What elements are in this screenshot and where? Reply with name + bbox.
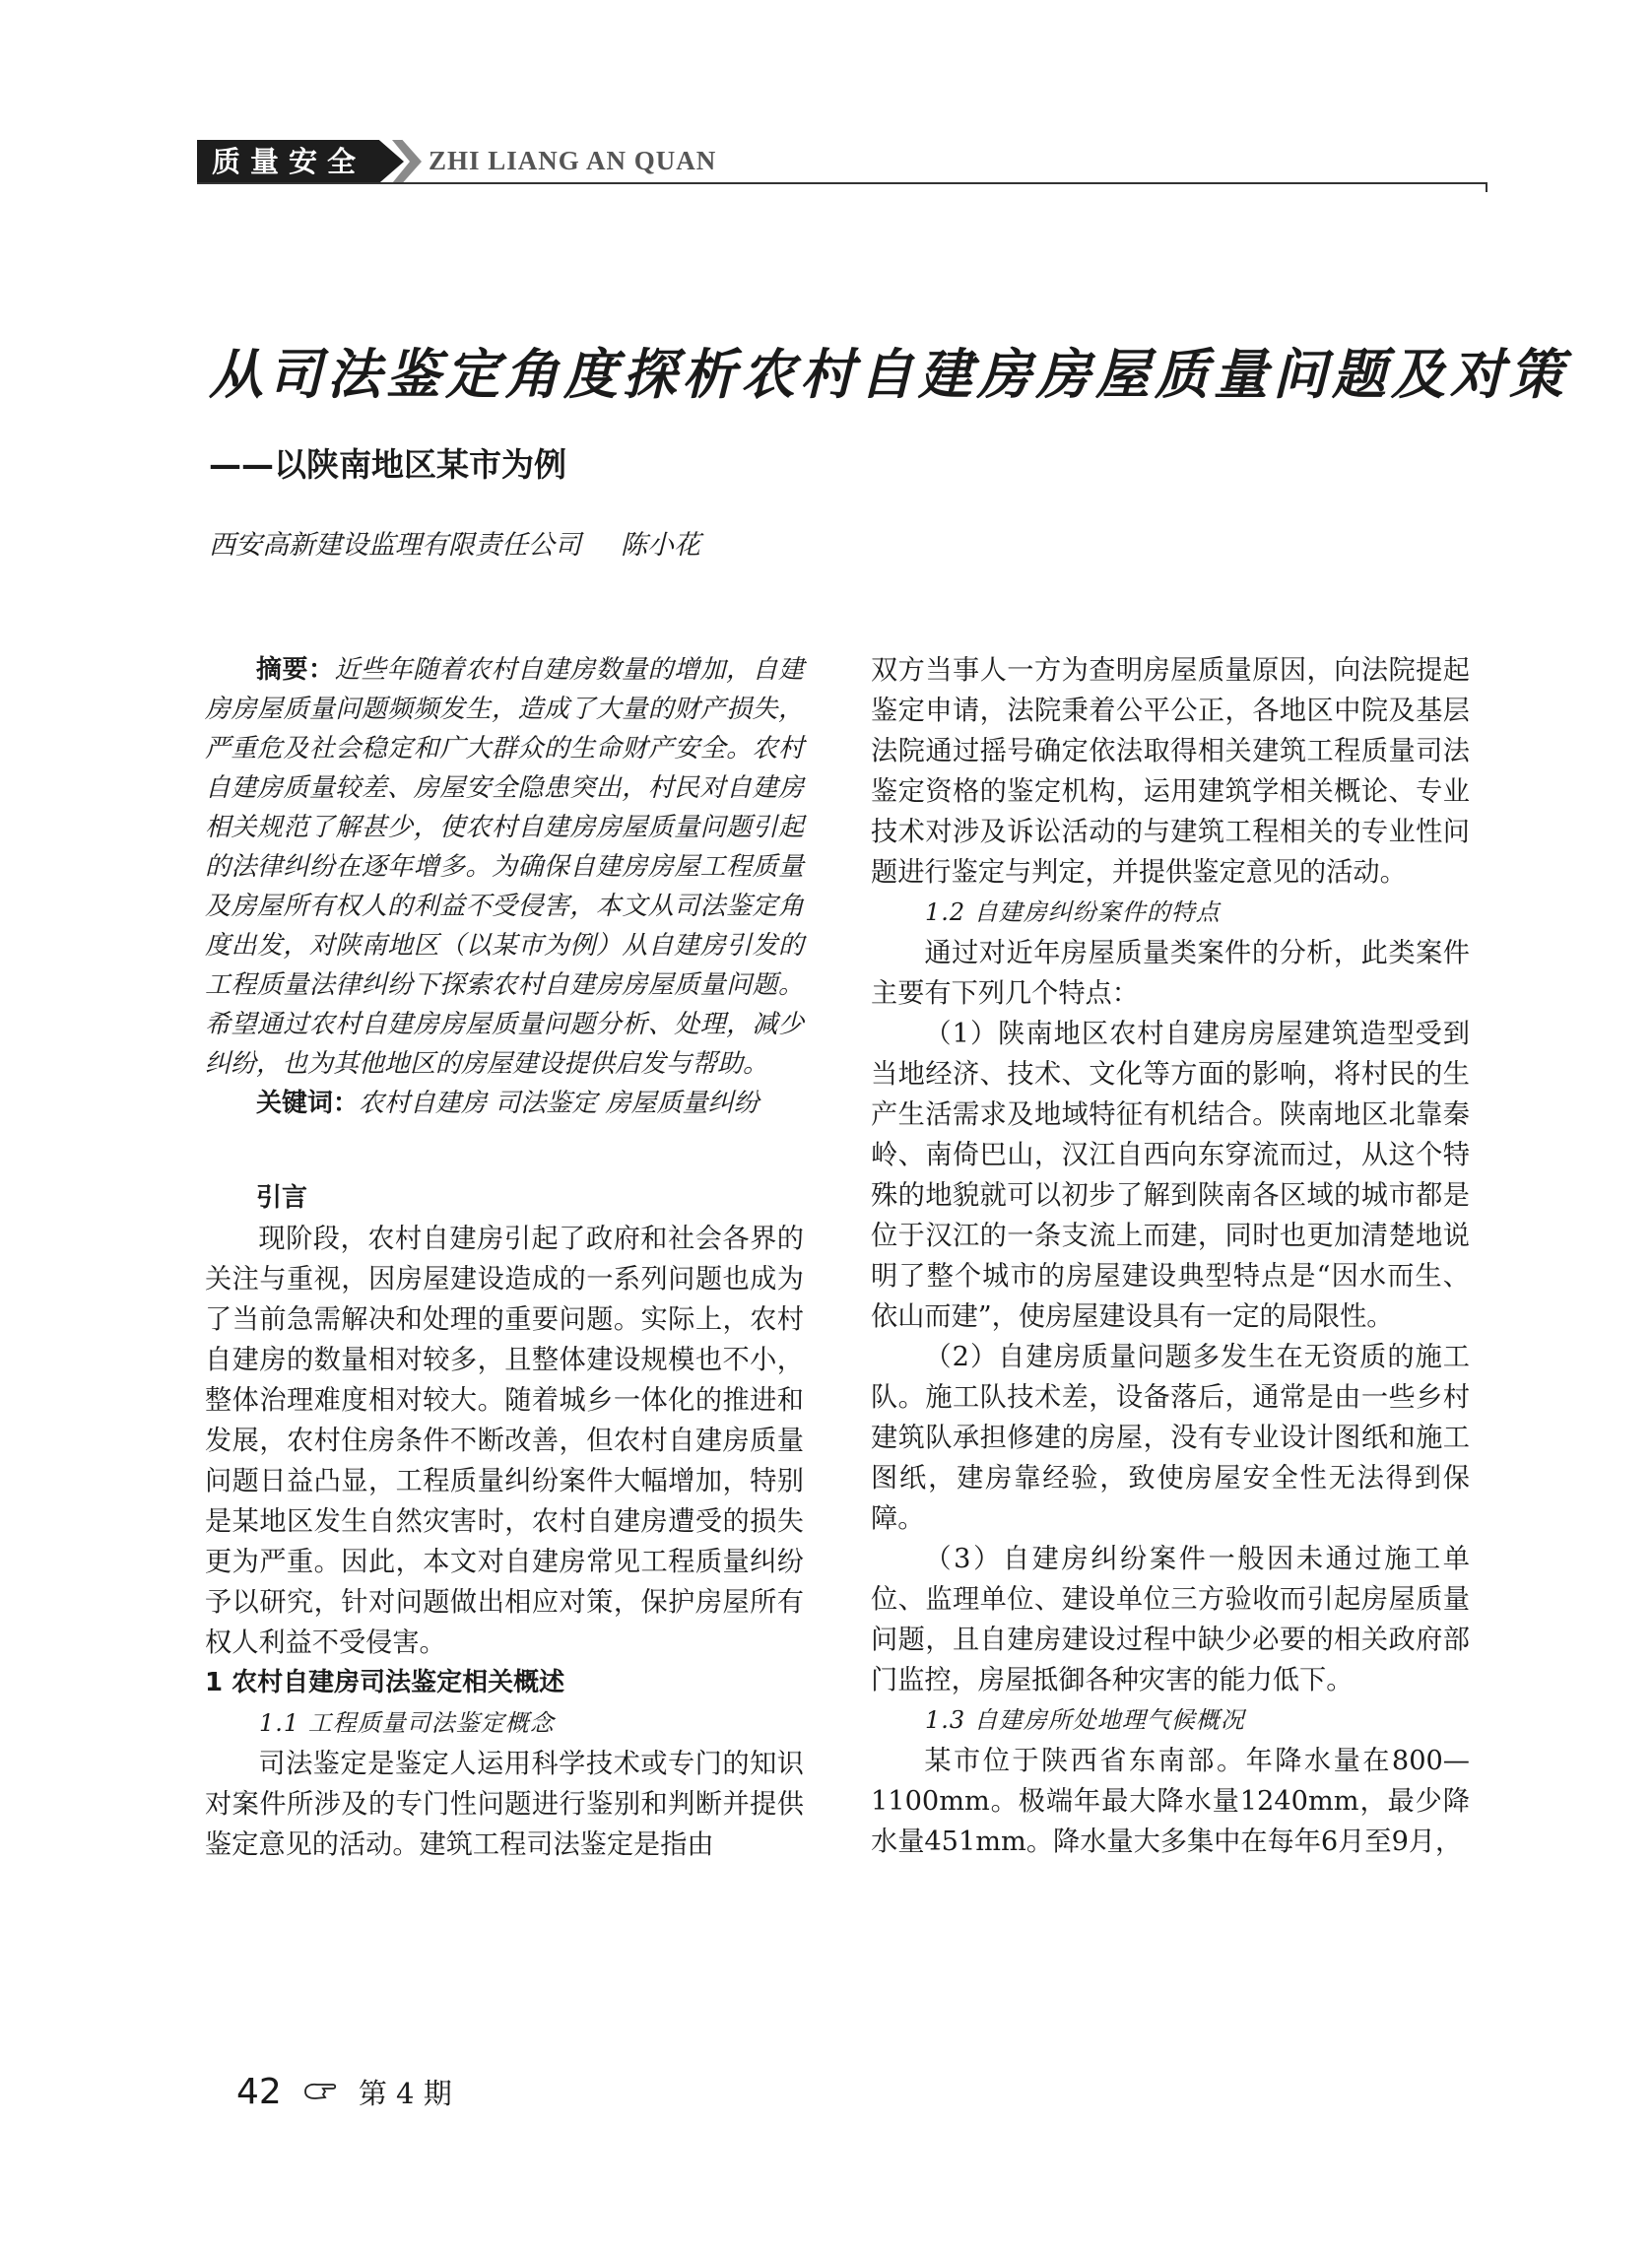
section-pinyin: ZHI LIANG AN QUAN	[429, 146, 717, 175]
intro-paragraph: 现阶段，农村自建房引起了政府和社会各界的关注与重视，因房屋建设造成的一系列问题也成为了当前急需解决和处理的重要问题。实际上，农村自建房的数量相对较多，且整体建设规模也不小，整体治理难度相对较大。随着城乡一体化的推进和发展，农村住房条件不断改善，但农村自建房质量问题日益凸显，工程质量纠纷案件大幅增加，特别是某地区发生自然灾害时，农村自建房遭受的损失更为严重。因此，本文对自建房常见工程质量纠纷予以研究，针对问题做出相应对策，保护房屋所有权人利益不受侵害。	[205, 1224, 804, 1658]
section-1-heading: 1 农村自建房司法鉴定相关概述	[205, 1668, 565, 1697]
keywords	[205, 1084, 804, 1123]
article-subtitle: ——以陕南地区某市为例	[209, 445, 566, 484]
abstract-text: 近些年随着农村自建房数量的增加，自建房房屋质量问题频频发生，造成了大量的财产损失，严重危及社会稳定和广大群众的生命财产安全。农村自建房质量较差、房屋安全隐患突出，村民对自建房相关规范了解甚少，使农村自建房房屋质量问题引起的法律纠纷在逐年增多。为确保自建房房屋工程质量及房屋所有权人的利益不受侵害，本文从司法鉴定角度出发，对陕南地区（以某市为例）从自建房引发的工程质量法律纠纷下探索农村自建房房屋质量问题。希望通过农村自建房房屋质量问题分析、处理，减少纠纷，也为其他地区的房屋建设提供启发与帮助。	[205, 655, 804, 1079]
point-1: （1）陕南地区农村自建房房屋建筑造型受到当地经济、技术、文化等方面的影响，将村民的生产生活需求及地域特征有机结合。陕南地区北靠秦岭、南倚巴山，汉江自西向东穿流而过，从这个特殊的地貌就可以初步了解到陕南各区域的城市都是位于汉江的一条支流上而建，同时也更加清楚地说明了整个城市的房屋建设典型特点是“因水而生、依山而建”，使房屋建设具有一定的局限性。	[871, 1019, 1470, 1332]
keywords-label: 关键词：	[256, 1089, 360, 1118]
abstract	[205, 650, 804, 1084]
page-number: 42	[236, 2071, 282, 2112]
intro-heading: 引言	[256, 1183, 308, 1213]
section-1-1-paragraph: 司法鉴定是鉴定人运用科学技术或专门的知识对案件所涉及的专门性问题进行鉴别和判断并提供鉴定意见的活动。建筑工程司法鉴定是指由	[205, 1749, 804, 1860]
affiliation: 西安高新建设监理有限责任公司	[209, 530, 581, 561]
keywords-text: 农村自建房 司法鉴定 房屋质量纠纷	[359, 1089, 760, 1118]
point-2: （2）自建房质量问题多发生在无资质的施工队。施工队技术差，设备落后，通常是由一些乡村建筑队承担修建的房屋，没有专业设计图纸和施工图纸，建房靠经验，致使房屋安全性无法得到保障。	[871, 1342, 1470, 1534]
article-title: 从司法鉴定角度探析农村自建房房屋质量问题及对策	[209, 342, 1569, 406]
header-rule	[197, 182, 1487, 184]
page-footer	[236, 2067, 452, 2116]
section-1-1-heading: 1.1 工程质量司法鉴定概念	[259, 1709, 555, 1737]
section-1-3-heading: 1.3 自建房所处地理气候概况	[925, 1706, 1245, 1734]
issue-number: 第 4 期	[358, 2076, 452, 2110]
section-1-2-intro: 通过对近年房屋质量类案件的分析，此类案件主要有下列几个特点：	[871, 938, 1470, 1009]
left-column	[205, 650, 804, 1865]
section-1-2-heading: 1.2 自建房纠纷案件的特点	[925, 898, 1221, 926]
continued-paragraph: 双方当事人一方为查明房屋质量原因，向法院提起鉴定申请，法院秉着公平公正，各地区中院及基层法院通过摇号确定依法取得相关建筑工程质量司法鉴定资格的鉴定机构，运用建筑学相关概论、专业技术对涉及诉讼活动的与建筑工程相关的专业性问题进行鉴定与判定，并提供鉴定意见的活动。	[871, 655, 1470, 888]
right-column	[871, 650, 1470, 1862]
section-label: 质量安全	[212, 145, 366, 178]
header-rule-tick	[1486, 182, 1487, 192]
abstract-label: 摘要：	[256, 655, 335, 685]
point-3: （3）自建房纠纷案件一般因未通过施工单位、监理单位、建设单位三方验收而引起房屋质量问题，且自建房建设过程中缺少必要的相关政府部门监控，房屋抵御各种灾害的能力低下。	[871, 1544, 1470, 1695]
author-name: 陈小花	[621, 530, 700, 561]
section-1-3-paragraph: 某市位于陕西省东南部。年降水量在800—1100mm。极端年最大降水量1240mm，最少降水量451mm。降水量大多集中在每年6月至9月，	[871, 1746, 1470, 1857]
author-line	[209, 526, 700, 565]
pointing-hand-icon	[303, 2081, 337, 2102]
